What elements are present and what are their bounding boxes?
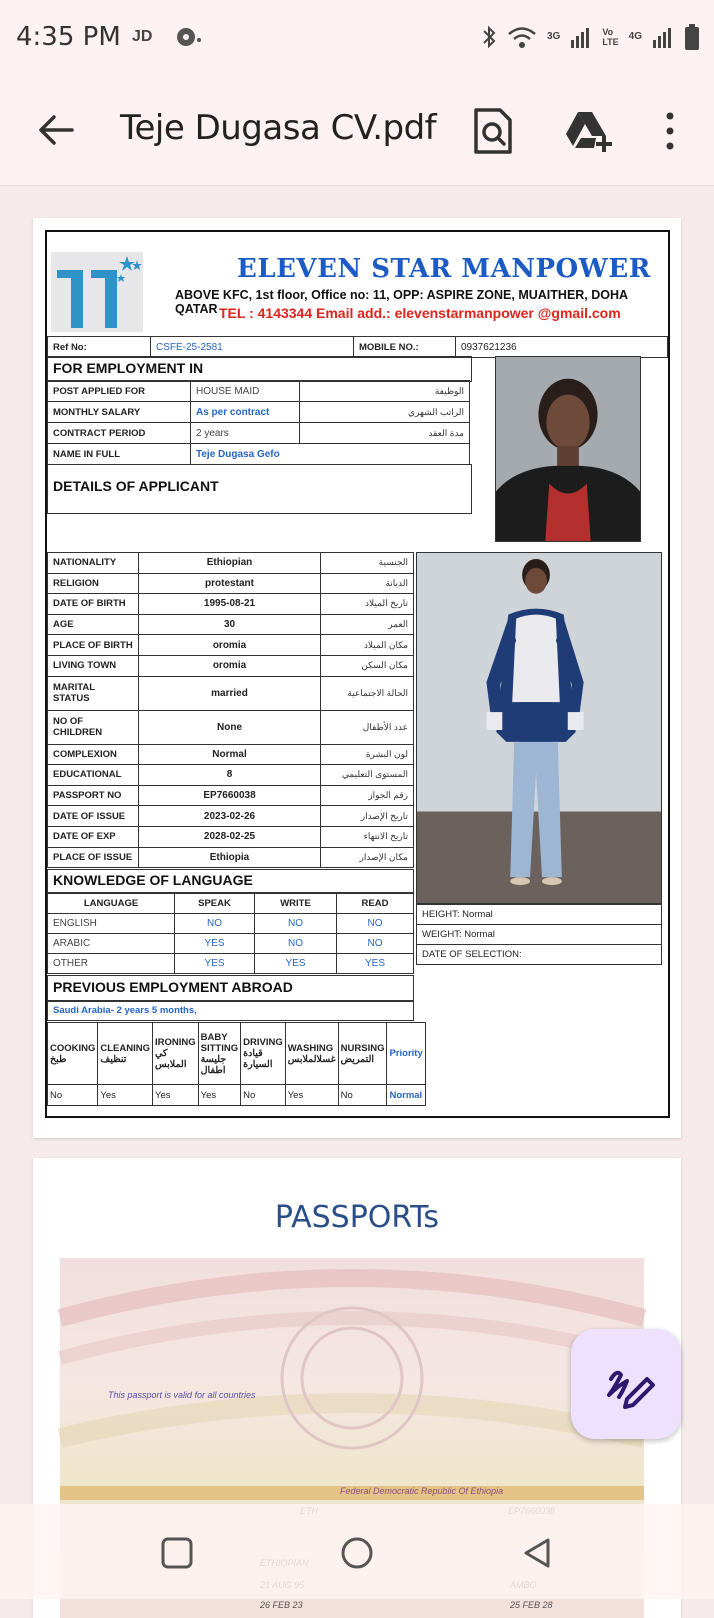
language-name: OTHER <box>48 954 175 974</box>
detail-value: oromia <box>139 655 321 676</box>
skill-header: WASHING غسلالملابس <box>285 1023 338 1085</box>
detail-label-ar: تاريخ الإصدار <box>321 806 414 827</box>
skill-header: DRIVING قيادة السيارة <box>241 1023 286 1085</box>
passports-heading: PASSPORTs <box>274 1200 440 1235</box>
detail-value: None <box>139 710 321 744</box>
skill-value: Yes <box>153 1085 199 1106</box>
prev-employment-text: Saudi Arabia- 2 years 5 months, <box>47 1001 414 1021</box>
table-row <box>48 553 414 574</box>
passport-validity-text: This passport is valid for all countries <box>108 1390 256 1400</box>
detail-label-ar: عدد الأطفال <box>321 710 414 744</box>
table-row <box>48 594 414 615</box>
skill-header: BABY SITTING جليسة اطفال <box>198 1023 240 1085</box>
skill-header: IRONING كي الملابس <box>153 1023 199 1085</box>
network-3g-label: 3G <box>546 31 561 42</box>
company-logo <box>51 252 143 332</box>
language-write: YES <box>255 954 337 974</box>
physical-table <box>416 904 662 965</box>
wifi-icon <box>507 25 537 49</box>
signal-icon <box>570 26 592 48</box>
ref-value: CSFE-25-2581 <box>151 337 354 358</box>
company-address: ABOVE KFC, 1st floor, Office no: 11, OPP: ASPIRE ZONE, MUAITHER, DOHA QATAR <box>175 288 628 316</box>
skill-value: Yes <box>198 1085 240 1106</box>
table-header-row <box>48 894 414 914</box>
language-name: ENGLISH <box>48 914 175 934</box>
column-header: SPEAK <box>175 894 255 914</box>
language-speak: YES <box>175 954 255 974</box>
table-row <box>48 635 414 656</box>
employment-value: HOUSE MAID <box>191 381 300 402</box>
reference-row <box>47 336 668 358</box>
details-heading: DETAILS OF APPLICANT <box>53 478 219 494</box>
add-to-drive-icon[interactable] <box>564 110 612 152</box>
detail-value: EP7660038 <box>139 785 321 806</box>
employment-label-ar: الوظيفة <box>300 381 470 402</box>
detail-label-ar: مكان الإصدار <box>321 847 414 868</box>
detail-value: 1995-08-21 <box>139 594 321 615</box>
employment-value: Teje Dugasa Gefo <box>191 444 470 465</box>
carrier-badge: JD <box>132 28 153 45</box>
detail-label-ar: مكان السكن <box>321 655 414 676</box>
network-4g-label: 4G <box>628 31 642 42</box>
skill-header: COOKING طبخ <box>48 1023 98 1085</box>
applicant-portrait-photo <box>495 356 641 542</box>
table-row <box>48 573 414 594</box>
company-contact: TEL : 4143344 Email add.: elevenstarmanpower @gmail.com <box>219 305 621 321</box>
details-table <box>47 552 414 868</box>
detail-value: 2023-02-26 <box>139 806 321 827</box>
detail-label: DATE OF ISSUE <box>48 806 139 827</box>
table-row <box>48 806 414 827</box>
language-heading: KNOWLEDGE OF LANGUAGE <box>53 872 253 888</box>
table-row <box>48 826 414 847</box>
passport-country-text: Federal Democratic Republic Of Ethiopia <box>340 1486 504 1496</box>
table-row <box>48 934 414 954</box>
employment-table <box>47 380 470 465</box>
language-speak: YES <box>175 934 255 954</box>
detail-value: Ethiopia <box>139 847 321 868</box>
detail-label-ar: لون البشرة <box>321 744 414 765</box>
more-options-icon[interactable] <box>660 110 680 152</box>
detail-value: married <box>139 676 321 710</box>
detail-label: EDUCATIONAL <box>48 765 139 786</box>
language-read: NO <box>337 934 414 954</box>
status-time: 4:35 PM <box>16 22 121 52</box>
detail-value: 8 <box>139 765 321 786</box>
language-write: NO <box>255 934 337 954</box>
signal-icon-2 <box>652 26 674 48</box>
back-arrow-icon[interactable] <box>36 110 76 150</box>
applicant-full-body-photo <box>416 552 662 904</box>
detail-value: 30 <box>139 614 321 635</box>
language-read: YES <box>337 954 414 974</box>
language-name: ARABIC <box>48 934 175 954</box>
height-value: HEIGHT: Normal <box>417 905 662 925</box>
table-row <box>48 676 414 710</box>
cv-document <box>45 230 670 1118</box>
skills-header-row <box>48 1023 426 1085</box>
employment-label-ar: الراتب الشهري <box>300 402 470 423</box>
detail-label-ar: تاريخ الميلاد <box>321 594 414 615</box>
detail-value: oromia <box>139 635 321 656</box>
lens-search-icon[interactable] <box>470 108 514 154</box>
navigation-bar <box>0 1504 714 1599</box>
selection-date: DATE OF SELECTION: <box>417 945 662 965</box>
company-name: ELEVEN STAR MANPOWER <box>237 254 651 284</box>
table-row <box>48 847 414 868</box>
weight-value: WEIGHT: Normal <box>417 925 662 945</box>
detail-label-ar: تاريخ الانتهاء <box>321 826 414 847</box>
employment-label: POST APPLIED FOR <box>48 381 191 402</box>
detail-label: AGE <box>48 614 139 635</box>
employment-heading: FOR EMPLOYMENT IN <box>53 360 204 376</box>
table-row <box>48 744 414 765</box>
table-row <box>48 444 470 465</box>
detail-label: RELIGION <box>48 573 139 594</box>
ref-label: Ref No: <box>48 337 151 358</box>
employment-value: 2 years <box>191 423 300 444</box>
detail-label: PLACE OF BIRTH <box>48 635 139 656</box>
passport-issue: 26 FEB 23 <box>260 1600 303 1610</box>
back-button-icon[interactable] <box>520 1536 554 1570</box>
employment-label: MONTHLY SALARY <box>48 402 191 423</box>
table-row <box>48 614 414 635</box>
detail-value: protestant <box>139 573 321 594</box>
language-read: NO <box>337 914 414 934</box>
detail-label-ar: مكان الميلاد <box>321 635 414 656</box>
detail-label-ar: الحالة الاجتماعية <box>321 676 414 710</box>
detail-label: LIVING TOWN <box>48 655 139 676</box>
skills-value-row <box>48 1085 426 1106</box>
home-button-icon[interactable] <box>340 1536 374 1570</box>
table-row <box>48 655 414 676</box>
detail-label-ar: رقم الجواز <box>321 785 414 806</box>
skill-value: Yes <box>98 1085 153 1106</box>
skills-table <box>47 1022 426 1106</box>
skill-value: Normal <box>387 1085 425 1106</box>
passport-expiry: 25 FEB 28 <box>510 1600 553 1610</box>
language-write: NO <box>255 914 337 934</box>
skill-value: No <box>241 1085 286 1106</box>
detail-value: Normal <box>139 744 321 765</box>
pen-scribble-icon <box>571 1329 681 1439</box>
status-bar <box>0 0 714 78</box>
column-header: READ <box>337 894 414 914</box>
table-row <box>48 423 470 444</box>
table-row <box>48 785 414 806</box>
skill-value: No <box>48 1085 98 1106</box>
detail-label-ar: الديانة <box>321 573 414 594</box>
mobile-value: 0937621236 <box>456 337 668 358</box>
column-header: WRITE <box>255 894 337 914</box>
document-title: Teje Dugasa CV.pdf <box>120 108 437 148</box>
language-speak: NO <box>175 914 255 934</box>
table-row <box>48 381 470 402</box>
detail-label: COMPLEXION <box>48 744 139 765</box>
employment-label-ar: مدة العقد <box>300 423 470 444</box>
bluetooth-icon <box>481 24 497 50</box>
detail-value: Ethiopian <box>139 553 321 574</box>
detail-label-ar: الجنسية <box>321 553 414 574</box>
table-row <box>48 765 414 786</box>
employment-label: CONTRACT PERIOD <box>48 423 191 444</box>
detail-value: 2028-02-25 <box>139 826 321 847</box>
annotate-fab-button[interactable] <box>571 1329 681 1439</box>
notification-icon <box>176 26 202 48</box>
table-row <box>48 710 414 744</box>
language-table <box>47 893 414 974</box>
detail-label-ar: المستوى التعليمي <box>321 765 414 786</box>
table-row <box>48 402 470 423</box>
detail-label: NO OF CHILDREN <box>48 710 139 744</box>
detail-label-ar: العمر <box>321 614 414 635</box>
skill-header: Priority <box>387 1023 425 1085</box>
skill-header: CLEANING تنظيف <box>98 1023 153 1085</box>
recents-button-icon[interactable] <box>160 1536 194 1570</box>
employment-label: NAME IN FULL <box>48 444 191 465</box>
skill-value: Yes <box>285 1085 338 1106</box>
mobile-label: MOBILE NO.: <box>354 337 456 358</box>
skill-header: NURSING التمريض <box>338 1023 387 1085</box>
prev-employment-heading: PREVIOUS EMPLOYMENT ABROAD <box>53 979 293 995</box>
detail-label: PLACE OF ISSUE <box>48 847 139 868</box>
table-row <box>48 954 414 974</box>
detail-label: DATE OF BIRTH <box>48 594 139 615</box>
battery-icon <box>684 23 700 51</box>
table-row <box>48 914 414 934</box>
column-header: LANGUAGE <box>48 894 175 914</box>
volte-label: Vo LTE <box>602 27 619 47</box>
detail-label: PASSPORT NO <box>48 785 139 806</box>
detail-label: DATE OF EXP <box>48 826 139 847</box>
employment-value: As per contract <box>191 402 300 423</box>
detail-label: NATIONALITY <box>48 553 139 574</box>
detail-label: MARITAL STATUS <box>48 676 139 710</box>
skill-value: No <box>338 1085 387 1106</box>
